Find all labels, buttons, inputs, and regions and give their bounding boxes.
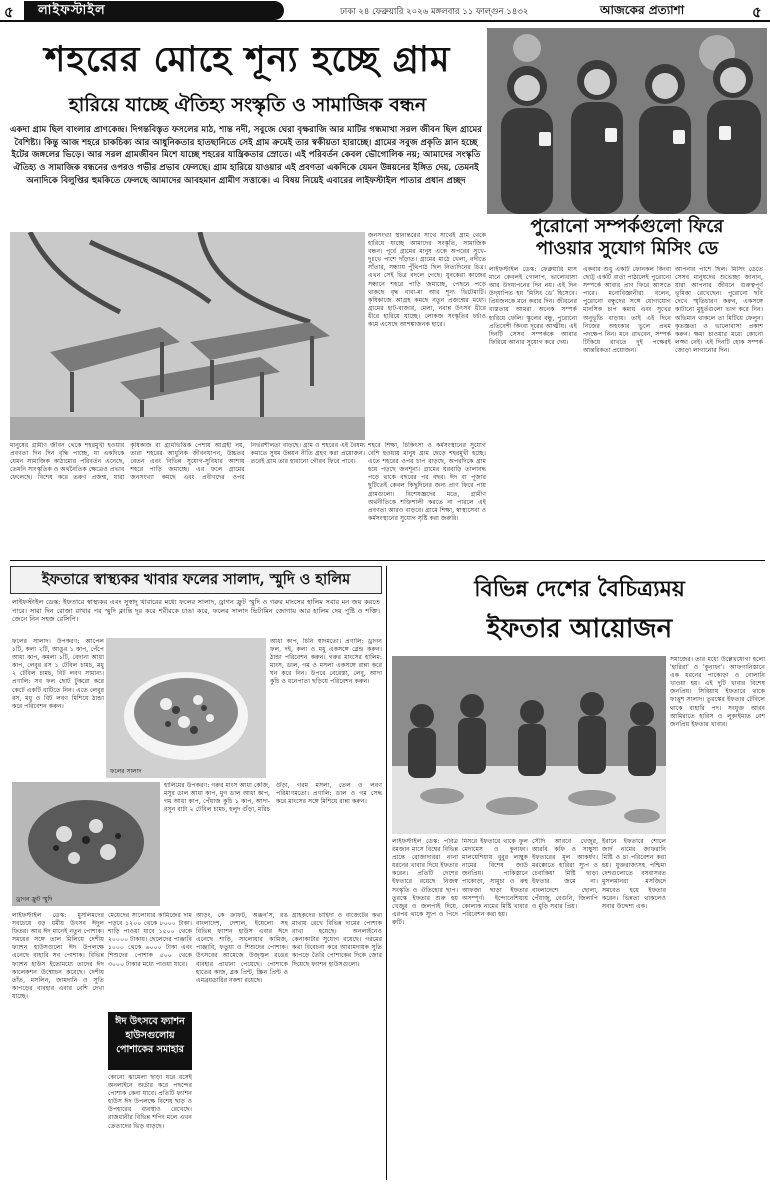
fashion-col4: মেয়েদের সালোয়ার কামিজের দাম পড়বে ১২০০ থেকে ৮০০০ টাকা। শাড়ি পাওয়া যাবে ১৫০০ থেকে ২০০০০ টাকায়। ছেলেদের পাঞ্জাবি ১০০০ থেকে ৬০০০ টাকা এবং শিশুদের পোশাক ৫০০ থেকে ৩০০০ টাকার মধ্যে পাওয়া যাবে।	[108, 912, 192, 968]
world-iftar-col4: ইরানে ইফতারে শোলে জার্দ নামের জাফরানি মিষ্টি ও চা পরিবেশন করা হয়। যুক্তরাজ্যসহ পশ্চিমা দেশগুলোতে বসবাসরত মুসলমানরা মসজিদে সমবেত হয়ে ইফতার করেন। ভিন্নতা থাকলেও সবার উদ্দেশ্য এক।	[602, 838, 666, 910]
fruit-salad-caption: ফলের সালাদ	[110, 768, 142, 775]
section-title-banner	[24, 1, 284, 20]
empty-market-photo	[10, 232, 365, 440]
fruit-salad-illustration	[106, 638, 266, 778]
missing-day-headline-2: পাওয়ার সুযোগ মিসিং ডে	[535, 238, 719, 259]
world-iftar-col3: সৌদি আরবে খেজুর, আরবি কফি ও সাম্বুসা ইফতারের মূল আকর্ষণ। মরক্কোতে হারিরা স্যুপ ও চেবাকিয়া মিষ্টি ছাড়া ইফতার জমে না। বাংলাদেশে ছোলা, পেঁয়াজু, বেগুনি, জিলাপি ও মুড়ি সবার প্রিয়।	[532, 838, 598, 910]
page-number-right: ৫	[752, 3, 762, 21]
world-iftar-col5: সমাজের। তার মধ্যে উল্লেখযোগ্য হলো 'হারিরা' ও 'কুনাফা'। আফগানিস্তানে এক ধরনের পাকোড়া ও বোলানি খাওয়া হয়। এই দুটি খাবার বিশেষ জনপ্রিয়। সিরিয়ায় ইফতারে থাকে ফাত্তুশ সালাদ। তুরস্কের ইফতার টেবিলে থাকে বাহারি পদ। সংযুক্ত আরব আমিরাতে হারিস ও লুকাইমাত বেশ জনপ্রিয় ইফতার খাবার।	[670, 656, 765, 728]
fashion-col1: লাইফস্টাইল ডেস্ক: মুসলিমদের সবচেয়ে বড় ধর্মীয় উৎসব ঈদুল ফিতর। আর ঈদ মানেই নতুন পোশাক। সময়ের সঙ্গে তাল মিলিয়ে দেশীয় ফ্যাশন হাউসগুলো ঈদ উপলক্ষে এনেছে বাহারি সব পোশাক। বিভিন্ন ফ্যাশন হাউস ইতোমধ্যে তাদের ঈদ কালেকশন উন্মোচন করেছে। দেশীয় তাঁত, মসলিন, জামদানি ও সুতি কাপড়ের ব্যবহার এবার বেশি দেখা যাচ্ছে।	[12, 912, 104, 1000]
iftar-food-col1: ফলের সালাদ। উপকরণ: আপেল ১টি, কলা ২টি, আঙুর ১ কাপ, পেঁপে আধা কাপ, কমলা ১টি, বেদানা আধা কাপ, লেবুর রস ১ টেবিল চামচ, মধু ২ টেবিল চামচ, বিট লবণ সামান্য। প্রণালি: সব ফল ছোট টুকরো করে কেটে একটি বাটিতে নিন। এতে লেবুর রস, মধু ও বিট লবণ মিশিয়ে ঠান্ডা করে পরিবেশন করুন।	[12, 638, 104, 710]
iftar-food-col3: হালিমের উপকরণ: গরুর মাংস আধা কেজি, মসুর ডাল আধা কাপ, মুগ ডাল আধা কাপ, গম আধা কাপ, পেঁয়াজ কুচি ১ কাপ, আদা-রসুন বাটা ২ টেবিল চামচ, হলুদ গুঁড়া, মরিচ গুঁড়া, গরম মসলা, তেল ও লবণ পরিমাণমতো। প্রণালি: ডাল ও গম সেদ্ধ করে মাংসের সঙ্গে মিশিয়ে রান্না করুন।	[164, 782, 382, 814]
fashion-col2: আড়ং, কে ক্রাফট, অঞ্জন'স, রঙ বাংলাদেশ, দেশাল, ইয়েলো সহ বিভিন্ন ফ্যাশন হাউস এবার ঈদে এনেছে শাড়ি, সালোয়ার কামিজ, পাঞ্জাবি, ফতুয়া ও শিশুদের পোশাক। উৎসবের আমেজে উজ্জ্বল রঙের ব্যবহার প্রাধান্য পেয়েছে। পোশাকে হাতের কাজ, ব্লক প্রিন্ট, স্ক্রিন প্রিন্ট ও এমব্রয়ডারির নকশা রয়েছে।	[196, 912, 288, 984]
page-number-left: ৫	[4, 3, 14, 21]
fashion-headline-3: পোশাকের সমাহার	[116, 1044, 184, 1055]
lead-subheadline: হারিয়ে যাচ্ছে ঐতিহ্য সংস্কৃতি ও সামাজিক বন্ধন	[68, 94, 427, 116]
fashion-col5: কোনো ঝামেলা ছাড়া ঘরে বসেই অনলাইনে অর্ডার করে পছন্দের পোশাক কেনা যাবে। প্রতিটি ফ্যাশন হাউস ঈদ উপলক্ষে বিশেষ ছাড় ও উপহারের ব্যবস্থাও রেখেছে। রাজধানীর বিভিন্ন শপিং মলে এখন ক্রেতাদের ভিড় বাড়ছে।	[108, 1074, 192, 1130]
friends-illustration	[487, 28, 767, 214]
iftar-food-col2: আধা কাপ, চিনি স্বাদমতো। প্রণালি: ড্রাগন ফল, দই, কলা ও মধু একসঙ্গে ব্লেন্ড করুন। ঠান্ডা পরিবেশন করুন। গরুর মাংসের হালিম: মাংস, ডাল, গম ও মসলা একসঙ্গে রান্না করে ঘন করে নিন। উপরে বেরেস্তা, লেবু, আদা কুচি ও ধনেপাতা ছড়িয়ে পরিবেশন করুন।	[270, 638, 382, 686]
lead-col2: শহরে শিক্ষা, চিকিৎসা ও কর্মসংস্থানের সুযোগ বেশি হওয়ায় মানুষ গ্রাম ছেড়ে শহরমুখী হচ্ছে। এতে শহরের ওপর চাপ বাড়ছে, অপরদিকে গ্রাম হয়ে পড়ছে জনশূন্য। গ্রামের ঘরবাড়ি তালাবদ্ধ পড়ে থাকে বছরের পর বছর। ঈদ বা পূজার ছুটিতেই কেবল কিছুদিনের জন্য প্রাণ ফিরে পায় গ্রামগুলো। বিশেষজ্ঞদের মতে, গ্রামীণ অর্থনীতিকে শক্তিশালী করতে না পারলে এই প্রবণতা আরও বাড়বে। গ্রামে শিক্ষা, স্বাস্থ্যসেবা ও কর্মসংস্থানের সুযোগ সৃষ্টি করা জরুরি।	[368, 442, 486, 522]
world-iftar-headline-2: ইফতার আয়োজন	[486, 614, 673, 644]
lead-intro: একদা গ্রাম ছিল বাংলার প্রাণকেন্দ্র। দিগন্তবিস্তৃত ফসলের মাঠ, শান্ত নদী, সবুজে ঘেরা বৃক্ষরাজি আর মাটির গন্ধমাখা সরল জীবন ছিল গ্রামের বৈশিষ্ট্য। কিন্তু আজ শহরে চাকচিক্য আর আধুনিকতার হাতছানিতে সেই গ্রাম ক্রমেই তার স্বকীয়তা হারাচ্ছে। গ্রামের সবুজ প্রকৃতি ম্লান হচ্ছে ইটের জঙ্গলের ভিড়ে। আর সরল গ্রামজীবন মিশে যাচ্ছে শহরের যান্ত্রিকতার স্রোতে। এই পরিবর্তন কেবল ভৌগোলিক নয়; আমাদের সংস্কৃতি ঐতিহ্য ও সামাজিক বন্ধনের ওপরও গভীর প্রভাব ফেলছে। গ্রাম হারিয়ে যাওয়ার এই প্রবণতা একদিকে যেমন উন্নয়নের ইঙ্গিত দেয়, তেমনই অনাদিকে বিলুপ্তির হুমকিতে ফেলছে আমাদের আবহমান গ্রামীণ সত্তাকে। এ বিষয় নিয়েই এবারের লাইফস্টাইল পাতার প্রধান প্রচ্ছদ	[10, 125, 482, 186]
fashion-headline-2: হাউসগুলোয়	[125, 1030, 175, 1041]
lead-bottom: মানুষের গ্রামীণ জীবন থেকে শহরমুখী হওয়ার প্রবণতা দিন দিন বৃদ্ধি পাচ্ছে, যা একদিকে যেমন সামাজিক কাঠামোর পরিবর্তন এনেছে, তেমনি সাংস্কৃতিক ও অর্থনৈতিক ক্ষেত্রেও প্রভাব ফেলেছে। বিশেষ করে তরুণ প্রজন্ম, যারা কৃষিকাজ বা গ্রামভিত্তিক পেশায় আগ্রহী নয়, তারা শহরের আধুনিক জীবনযাপন, উচ্চতর বেতন এবং বিভিন্ন সুযোগ-সুবিধার আশায় শহরে পাড়ি জমাচ্ছে। এর ফলে গ্রামের জনসংখ্যা কমছে এবং প্রবীণদের ওপর নির্ভরশীলতা বাড়ছে। গ্রাম ও শহরের এই বৈষম্য কমাতে সুষম উন্নয়ন নীতি গ্রহণ করা প্রয়োজন। তবেই গ্রাম তার হারানো গৌরব ফিরে পাবে।	[10, 442, 365, 482]
missing-col2: একবার শুধু একটি ফোনকল কিংবা ছোট্ট একটি বার্তা পাঠালেই পুরোনো সম্পর্কে আবার প্রাণ ফিরে আসতে পারে। মনোবিজ্ঞানীরা বলেন, পুরোনো বন্ধুদের সঙ্গে যোগাযোগ মানসিক চাপ কমায় এবং সুখের অনুভূতি বাড়ায়। তাই এই দিনে নিজের অহংকার ভুলে প্রথম পদক্ষেপ নিন। মনে রাখবেন, সম্পর্ক টিকিয়ে রাখতে দুই পক্ষেরই আন্তরিকতা প্রয়োজন।	[583, 266, 671, 354]
iftar-food-headline: ইফতারে স্বাস্থ্যকর খাবার ফলের সালাদ, স্মুদি ও হালিম	[41, 571, 351, 588]
lead-headline: শহরের মোহে শূন্য হচ্ছে গ্রাম	[44, 39, 451, 80]
friends-photo	[487, 28, 767, 214]
page-header	[0, 0, 770, 22]
iftar-crowd-illustration	[392, 656, 666, 834]
missing-col3: আপনার পাশে ছিল। মিসিং ডেতে সেসব মানুষদের শুভেচ্ছা জানান, যারা আপনার জীবনে গুরুত্বপূর্ণ ভূমিকা রেখেছেন। পুরোনো ছবি দেখে স্মৃতিচারণ করুন, একসঙ্গে কাটানো মুহূর্তগুলো ভাগ করে নিন। অভিমান থাকলে তা মিটিয়ে ফেলুন। কৃতজ্ঞতা ও ভালোবাসা প্রকাশ করুন। ক্ষমা চাওয়ার মধ্যে কোনো লজ্জা নেই। এই দিনটি হোক সম্পর্ক জোড়া লাগানোর দিন।	[675, 266, 763, 354]
smoothie-illustration	[12, 782, 160, 906]
fashion-headline-1: ঈদ উৎসবে ফ্যাশন	[115, 1016, 185, 1027]
fashion-headline-box	[108, 1012, 192, 1070]
missing-col1: লাইফস্টাইল ডেস্ক: ফেব্রুয়ারি মাস মানে কেবলই গোলাপ, ভালোবাসা আর উদযাপনের দিন নয়। এই দিন উদ্‌যাপিত হয় 'মিসিং ডে' হিসেবে। প্রিয়জনকে মনে করার দিন। জীবনের ব্যস্ততায় আমরা অনেক সম্পর্ক হারিয়ে ফেলি। স্কুলের বন্ধু, পুরোনো প্রতিবেশী কিংবা দূরের আত্মীয়। এই দিনটি সেসব সম্পর্ককে আবার ফিরিয়ে আনার সুযোগ করে দেয়।	[489, 266, 577, 346]
iftar-crowd-photo	[392, 656, 666, 834]
world-iftar-col2: মিসরে ইফতারে থাকে ফুল মেদামেস ও কুনাফা। মালয়েশিয়ায় বুবুর লাম্বুক নামের বিশেষ জাউ জনপ্রিয়। পাকিস্তানে পাকোড়া, সামুচা ও রুহ আফজা ছাড়া ইফতার অসম্পূর্ণ। ইন্দোনেশিয়ায় কোলাক নামের মিষ্টি খাবার পরিবেশন করা হয়।	[462, 838, 528, 918]
empty-market-illustration	[10, 232, 365, 440]
smoothie-caption: ড্রাগন ফ্রুট স্মুদি	[16, 896, 53, 903]
lead-col1: জনসংখ্যা স্থানান্তরের সাথে সাথেই গ্রাম থেকে হারিয়ে যাচ্ছে আমাদের সংস্কৃতি, সামাজিক বন্ধন। পূর্বে গ্রামের মানুষ একে অপরের সুখে-দুঃখে পাশে দাঁড়াত। গ্রামের মাঠে খেলা, নদীতে সাঁতার, সন্ধ্যায় পুঁথিপাঠ ছিল নিত্যদিনের চিত্র। এখন সেই চিত্র বদলে গেছে। যুবকেরা কাজের সন্ধানে শহরে পাড়ি জমাচ্ছে, পেছনে পড়ে থাকছে বৃদ্ধ বাবা-মা আর শূন্য ভিটেমাটি। কৃষিকাজে আগ্রহ কমছে নতুন প্রজন্মের মধ্যে। গ্রামের হাট-বাজার, মেলা, নবান্ন উৎসব ধীরে ধীরে হারিয়ে যাচ্ছে। লোকজ সংস্কৃতির চর্চাও কমে এসেছে আশঙ্কাজনক হারে।	[368, 232, 486, 329]
iftar-food-headline-box	[10, 566, 382, 594]
section-divider	[10, 560, 765, 561]
smoothie-photo	[12, 782, 160, 906]
fruit-salad-photo	[106, 638, 266, 778]
iftar-food-intro: লাইফস্টাইল ডেস্ক: ইফতারে স্বাস্থ্যকর এবং সুস্বাদু খাবারের মধ্যে ফলের সালাদ, ড্রাগন ফ্রুট স্মুদি ও গরুর মাংসের হালিম সবার মন জয় করতে পারে। সারা দিন রোজা রাখার পর স্মুদি ক্লান্তি দূর করে শরীরকে চাঙা করে, ফলের সালাদ ভিটামিন জোগায় আর হালিম দেয় পুষ্টি ও শক্তি। জেনে নিন সহজ রেসিপি।	[12, 598, 380, 624]
fashion-col3: গ্রাহকদের চাহিদা ও বাজেটের কথা মাথায় রেখে বিভিন্ন দামের পোশাক রাখা হয়েছে। অনলাইনেও কেনাকাটার সুযোগ রয়েছে। গরমের কথা বিবেচনা করে আরামদায়ক সুতি কাপড়ে তৈরি পোশাকের দিকে জোর দিয়েছে ফ্যাশন হাউসগুলো।	[292, 912, 382, 968]
section-title: লাইফস্টাইল	[38, 3, 106, 18]
missing-day-headline-1: পুরোনো সম্পর্কগুলো ফিরে	[530, 216, 724, 237]
world-iftar-col1: লাইফস্টাইল ডেস্ক: পবিত্র রমজান মাসে বিশ্বের বিভিন্ন প্রান্তে রোজাদাররা নানা ধরনের খাবার দিয়ে ইফতার করেন। প্রতিটি দেশের ইফতারে রয়েছে নিজস্ব সংস্কৃতি ও ঐতিহ্যের ছাপ। তুরস্কে ইফতার শুরু হয় খেজুর ও জলপাই দিয়ে, এরপর থাকে স্যুপ ও পিদে রুটি।	[392, 838, 458, 926]
paper-name: আজকের প্রত্যাশা	[600, 3, 685, 17]
column-divider	[386, 566, 387, 1180]
dateline: ঢাকা ২৪ ফেব্রুয়ারি ২০২৬ মঙ্গলবার ১১ ফাল্গুন ১৪৩২	[340, 7, 529, 17]
world-iftar-headline-1: বিভিন্ন দেশের বৈচিত্র্যময়	[474, 576, 685, 602]
